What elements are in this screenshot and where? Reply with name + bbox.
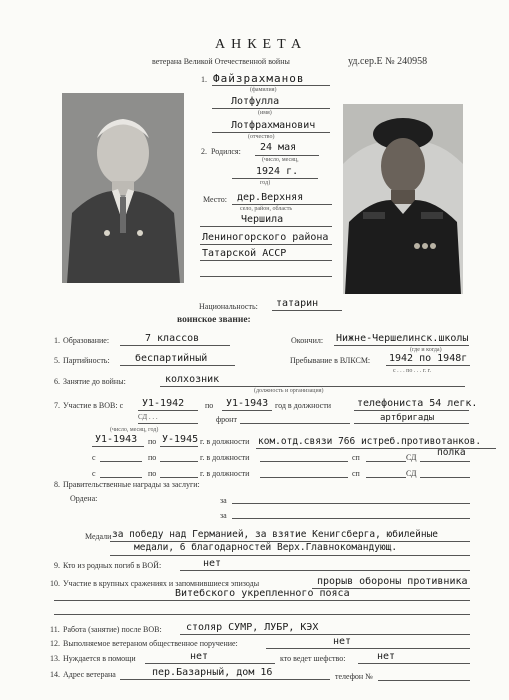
party-number: 5.: [54, 356, 60, 365]
medals-label: Медали: [85, 532, 112, 541]
help-value: нет: [190, 651, 209, 662]
address-number: 14.: [50, 670, 60, 679]
education-label: Образование:: [63, 336, 110, 345]
sd-label-4: СД: [406, 469, 417, 478]
c-label-3: с: [92, 453, 96, 462]
surname-caption: (фамилия): [250, 87, 277, 93]
public-number: 12.: [50, 639, 60, 648]
c-label-4: с: [92, 469, 96, 478]
battles-value-1: прорыв обороны противника: [317, 576, 468, 587]
item-number-1: 1.: [201, 75, 207, 84]
war-small-sd: СД . . .: [138, 413, 158, 421]
komsomol-label: Пребывание в ВЛКСМ:: [290, 356, 371, 365]
nationality-value: татарин: [276, 298, 319, 309]
finished-label: Окончил:: [291, 336, 324, 345]
battles-value-2: Витебского укрепленного пояса: [175, 588, 350, 599]
form-subtitle: ветерана Великой Отечественной войны: [152, 57, 290, 66]
birthplace-line-1: дер.Верхняя: [237, 192, 304, 203]
war-position-label-1: год в должности: [275, 401, 331, 410]
medals-value-2: медали, 6 благодарностей Верх.Главнокомандующ.: [134, 542, 398, 553]
birth-day-value: 24 мая: [260, 142, 297, 153]
za-1: за: [220, 496, 227, 505]
patronymic-value: Лотфрахманович: [231, 120, 316, 131]
sp-label-3: сп: [352, 453, 360, 462]
war-by-2: по: [148, 437, 157, 446]
occupation-caption: (должность и организация): [254, 388, 324, 394]
war-position-label-4: г. в должности: [200, 469, 250, 478]
rank-label: воинское звание:: [177, 315, 251, 325]
war-date-caption: (число, месяц, год): [110, 427, 159, 433]
relatives-value: нет: [203, 558, 222, 569]
komsomol-caption: с . . . по . . . г. г.: [393, 368, 431, 374]
battles-number: 10.: [50, 579, 60, 588]
medals-value-1: за победу над Германией, за взятие Кенигсберга, юбилейные: [112, 529, 439, 540]
war-number: 7.: [54, 401, 60, 410]
help-number: 13.: [50, 654, 60, 663]
veteran-photo-old: [62, 93, 184, 283]
za-2: за: [220, 511, 227, 520]
birth-year-value: 1924 г.: [256, 166, 299, 177]
veteran-photo-wartime: [343, 104, 463, 294]
front-label: фронт: [216, 415, 237, 424]
relatives-number: 9.: [54, 561, 60, 570]
public-label: Выполняемое ветераном общественное поручение:: [63, 639, 238, 648]
occupation-number: 6.: [54, 377, 60, 386]
awards-label: Правительственные награды за заслуги:: [63, 480, 200, 489]
orders-label: Ордена:: [70, 494, 98, 503]
war-to-1: У1-1943: [226, 398, 269, 409]
sd-label-3: СД: [406, 453, 417, 462]
po-label-3: по: [148, 453, 157, 462]
public-value: нет: [333, 636, 352, 647]
battles-label: Участие в крупных сражениях и запомнившиеся эпизоды: [63, 579, 260, 588]
party-label: Партийность:: [63, 356, 110, 365]
war-by-1: по: [205, 401, 214, 410]
born-label: Родился:: [211, 147, 241, 156]
party-value: беспартийный: [135, 353, 208, 364]
awards-number: 8.: [54, 480, 60, 489]
address-value: пер.Базарный, дом 16: [152, 667, 273, 678]
form-title: АНКЕТА: [215, 37, 308, 52]
finished-caption: (где и когда): [410, 347, 442, 353]
birthplace-line-3: Лениногорского района: [202, 232, 329, 243]
komsomol-value: 1942 по 1948г: [389, 353, 468, 364]
war-position-label-2: г. в должности: [200, 437, 250, 446]
war-to-2: У-1945: [162, 434, 199, 445]
certificate-number: уд.сер.Е № 240958: [348, 56, 428, 67]
brigade-value: артбригады: [380, 413, 435, 423]
birth-day-caption: (число, месяц,: [262, 157, 299, 163]
education-value: 7 классов: [145, 333, 200, 344]
work-label: Работа (занятие) после ВОВ:: [63, 625, 162, 634]
po-label-4: по: [148, 469, 157, 478]
birthplace-line-4: Татарской АССР: [202, 248, 287, 259]
war-position-label-3: г. в должности: [200, 453, 250, 462]
sp-label-4: сп: [352, 469, 360, 478]
birthplace-line-2: Чершила: [241, 214, 284, 225]
war-from-1: У1-1942: [142, 398, 185, 409]
birth-year-caption: год): [260, 180, 271, 186]
war-label: Участие в ВОВ: с: [63, 401, 124, 410]
occupation-value: колхозник: [165, 374, 220, 385]
relatives-label: Кто из родных погиб в ВОЙ:: [63, 561, 162, 570]
nationality-label: Национальность:: [199, 302, 258, 311]
birthplace-caption: село, район, область: [240, 206, 293, 212]
education-number: 1.: [54, 336, 60, 345]
war-position-value-2: ком.отд.связи 766 истреб.противотанков.: [258, 436, 482, 447]
war-position-value-1: телефониста 54 легк.: [357, 398, 478, 409]
polk-value: полка: [437, 447, 466, 458]
surname-value: Файзрахманов: [213, 72, 305, 85]
help-label: Нуждается в помощи: [63, 654, 136, 663]
patron-label: кто ведет шефство:: [280, 654, 346, 663]
item-number-2: 2.: [201, 147, 207, 156]
place-label: Место:: [203, 195, 227, 204]
work-number: 11.: [50, 625, 60, 634]
finished-value: Нижне-Чершелинск.школы: [336, 333, 469, 344]
name-caption: (имя): [258, 110, 272, 116]
war-from-2: У1-1943: [95, 434, 138, 445]
address-label: Адрес ветерана: [63, 670, 116, 679]
name-value: Лотфулла: [231, 96, 280, 107]
occupation-label: Занятие до войны:: [63, 377, 126, 386]
patron-value: нет: [377, 651, 396, 662]
phone-label: телефон №: [335, 672, 373, 681]
patronymic-caption: (отчество): [248, 134, 275, 140]
work-value: столяр СУМР, ЛУБР, КЭХ: [186, 622, 319, 633]
